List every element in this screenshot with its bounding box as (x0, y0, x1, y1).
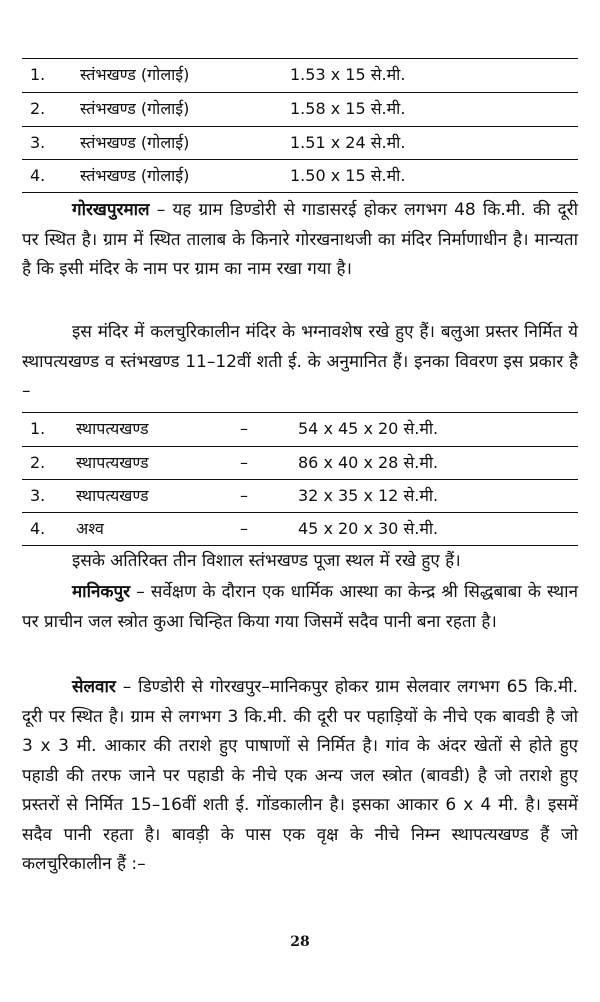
separator-dash: – (240, 453, 248, 472)
item-name: स्तंभखण्ड (गोलाई) (80, 133, 190, 152)
table-row (22, 482, 578, 510)
row-number: 2. (30, 453, 46, 472)
place-heading: सेलवार (72, 677, 116, 697)
paragraph-manikpur (22, 578, 578, 637)
item-dimension: 1.58 x 15 से.मी. (290, 99, 406, 118)
table-rule (22, 192, 578, 193)
paragraph-mandir: इस मंदिर में कलचुरिकालीन मंदिर के भग्नावशेष रखे हुए हैं। बलुआ प्रस्तर निर्मित ये स्थापत्यखण्ड व स्तंभखण्ड 11–12वीं शती ई. के अनुमानित हैं। इनका विवरण इस प्रकार है – (22, 322, 578, 401)
paragraph-text: – डिण्डोरी से गोरखपुर–मानिकपुर होकर ग्राम सेलवार लगभग 65 कि.मी. दूरी पर स्थित है। ग्राम से लगभग 3 कि.मी. की दूरी पर पहाड़ियों के नीचे एक बावडी है जो 3 x 3 मी. आकार की तराशे हुए पाषाणों से निर्मित है। गांव के अंदर खेतों से होते हुए पहाडी की तरफ जाने पर पहाडी के नीचे एक अन्य जल स्त्रोत (बावडी) है जो तराशे हुए प्रस्तरों से निर्मित 15–16वीं शती ई. गोंडकालीन है। इसका आकार 6 x 4 मी. है। इसमें सदैव पानी रहता है। बावड़ी के पास एक वृक्ष के नीचे निम्न स्थापत्यखण्ड हैं जो कलचुरिकालीन हैं :– (22, 677, 578, 874)
item-name: स्थापत्यखण्ड (76, 419, 149, 438)
separator-dash: – (240, 419, 248, 438)
table-row (22, 162, 578, 190)
row-number: 1. (30, 65, 46, 84)
item-name: स्तंभखण्ड (गोलाई) (80, 99, 190, 118)
item-dimension: 1.51 x 24 से.मी. (290, 133, 406, 152)
row-number: 1. (30, 419, 46, 438)
row-number: 3. (30, 133, 46, 152)
table-rule (22, 512, 578, 513)
table-rule (22, 412, 578, 413)
item-dimension: 1.53 x 15 से.मी. (290, 65, 406, 84)
table-row (22, 449, 578, 477)
table-rule (22, 545, 578, 546)
item-dimension: 1.50 x 15 से.मी. (290, 166, 406, 185)
table-rule (22, 159, 578, 160)
table-rule (22, 479, 578, 480)
table-row (22, 515, 578, 543)
item-name: स्थापत्यखण्ड (76, 453, 149, 472)
paragraph-atirikt: इसके अतिरिक्त तीन विशाल स्तंभखण्ड पूजा स्थल में रखे हुए हैं। (72, 551, 461, 571)
paragraph-text: – यह ग्राम डिण्डोरी से गाडासरई होकर लगभग 48 कि.मी. की दूरी पर स्थित है। ग्राम में स्थित तालाब के किनारे गोरखनाथजी का मंदिर निर्माणाधीन है। मान्यता है कि इसी मंदिर के नाम पर ग्राम का नाम रखा गया है। (22, 200, 578, 279)
item-dimension: 45 x 20 x 30 से.मी. (298, 519, 439, 538)
paragraph-gorakhpurmal (22, 196, 578, 285)
item-name: स्तंभखण्ड (गोलाई) (80, 65, 190, 84)
row-number: 3. (30, 486, 46, 505)
place-heading: गोरखपुरमाल (72, 200, 150, 220)
page-number: 28 (290, 934, 310, 950)
item-dimension: 54 x 45 x 20 से.मी. (298, 419, 439, 438)
table-row (22, 61, 578, 89)
table-row (22, 129, 578, 157)
table-rule (22, 92, 578, 93)
row-number: 2. (30, 99, 46, 118)
paragraph-selwar (22, 673, 578, 880)
paragraph-text: – सर्वेक्षण के दौरान एक धार्मिक आस्था का केन्द्र श्री सिद्धबाबा के स्थान पर प्राचीन जल स्त्रोत कुआ चिन्हित किया गया जिसमें सदैव पानी बना रहता है। (22, 582, 578, 632)
row-number: 4. (30, 519, 46, 538)
item-dimension: 32 x 35 x 12 से.मी. (298, 486, 439, 505)
item-name: स्तंभखण्ड (गोलाई) (80, 166, 190, 185)
separator-dash: – (240, 486, 248, 505)
item-name: स्थापत्यखण्ड (76, 486, 149, 505)
table-row (22, 415, 578, 443)
table-rule (22, 58, 578, 59)
row-number: 4. (30, 166, 46, 185)
table-rule (22, 126, 578, 127)
item-name: अश्व (76, 519, 104, 538)
item-dimension: 86 x 40 x 28 से.मी. (298, 453, 439, 472)
place-heading: मानिकपुर (72, 582, 131, 602)
separator-dash: – (240, 519, 248, 538)
table-rule (22, 446, 578, 447)
table-row (22, 95, 578, 123)
